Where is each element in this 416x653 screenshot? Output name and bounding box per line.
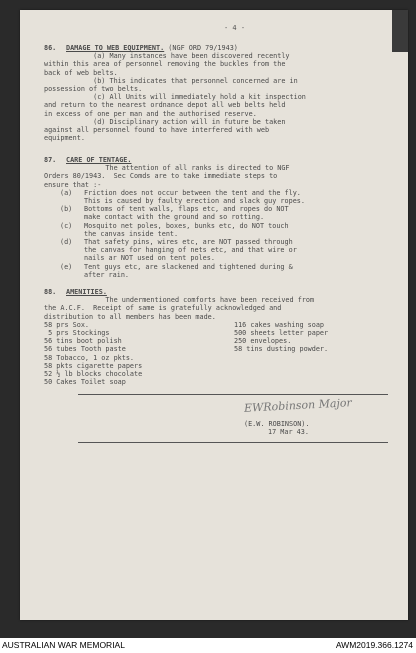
footer-institution: AUSTRALIAN WAR MEMORIAL <box>2 640 125 650</box>
section-title-suffix: (NGF ORD 79/1943) <box>164 44 238 52</box>
section-number: 86. <box>44 44 57 52</box>
text-line: 250 envelopes. <box>234 337 292 346</box>
text-line: 5 prs Stockings <box>44 329 110 338</box>
footer-reference: AWM2019.366.1274 <box>335 640 413 650</box>
list-item-line <box>44 246 404 254</box>
text-line: possession of two belts. <box>44 85 143 94</box>
text-line: within this area of personnel removing the buckles from the <box>44 60 286 69</box>
text-line: against all personnel found to have interfered with web <box>44 126 270 135</box>
text-line: distribution to all members has been made. <box>44 312 216 321</box>
item-letter: (e) <box>60 262 73 271</box>
item-text: Tent guys etc, are slackened and tightened during & <box>84 262 293 271</box>
text-line: (c) All Units will immediately hold a kit inspection <box>44 93 306 102</box>
item-text: make contact with the ground and so rotting. <box>84 213 265 222</box>
text-line: 58 pkts cigarette papers <box>44 361 143 370</box>
section-86 <box>44 44 404 142</box>
text-line: in excess of one per man and the authorised reserve. <box>44 109 257 118</box>
list-item-line <box>44 213 404 221</box>
text-line: 58 tins dusting powder. <box>234 345 329 354</box>
divider-bottom <box>78 442 388 443</box>
text-line: 500 sheets letter paper <box>234 329 329 338</box>
text-line: (d) Disciplinary action will in future be taken <box>44 117 286 126</box>
text-line: Orders 80/1943. Sec Comds are to take immediate steps to <box>44 172 278 181</box>
amenities-left-column <box>44 321 234 387</box>
list-item-line <box>44 222 404 230</box>
text-line: (b) This indicates that personnel concerned are in <box>44 76 298 85</box>
list-item-line <box>44 230 404 238</box>
list-item-line <box>44 205 404 213</box>
item-text: the canvas inside tent. <box>84 229 179 238</box>
item-text: Friction does not occur between the tent and the fly. <box>84 188 301 197</box>
text-line: and return to the nearest ordnance depot all web belts held <box>44 101 286 110</box>
text-line: The attention of all ranks is directed to NGF <box>44 164 290 173</box>
section-title: CARE OF TENTAGE. <box>66 156 132 164</box>
amenities-list <box>44 321 404 387</box>
text-line: 56 tubes Tooth paste <box>44 345 126 354</box>
text-line: 50 Cakes Toilet soap <box>44 378 126 387</box>
item-text: Bottoms of tent walls, flaps etc, and ropes do NOT <box>84 205 289 214</box>
item-text: This is caused by faulty erection and slack guy ropes. <box>84 197 305 206</box>
section-86-body <box>44 52 404 142</box>
section-heading <box>44 156 404 164</box>
item-letter: (b) <box>60 205 73 214</box>
item-text: after rain. <box>84 270 130 279</box>
text-line: back of web belts. <box>44 68 118 77</box>
section-88 <box>44 288 404 386</box>
section-87-items <box>44 189 404 279</box>
signatory-name: (E.W. ROBINSON). <box>244 420 310 428</box>
signature-date: 17 Mar 43. <box>268 428 309 436</box>
item-text: the canvas for hanging of nets etc, and that wire or <box>84 246 297 255</box>
text-line: ensure that :- <box>44 180 102 189</box>
item-text: nails ar NOT used on tent poles. <box>84 254 215 263</box>
divider-top <box>78 394 388 395</box>
text-line: equipment. <box>44 134 85 143</box>
item-text: Mosquito net poles, boxes, bunks etc, do NOT touch <box>84 221 289 230</box>
item-text: That safety pins, wires etc, are NOT passed through <box>84 238 293 247</box>
section-number: 88. <box>44 288 57 296</box>
text-line: 52 ½ lb blocks chocolate <box>44 370 143 379</box>
section-87 <box>44 156 404 279</box>
text-line: 56 tins boot polish <box>44 337 122 346</box>
archive-footer <box>0 638 416 653</box>
page-number: - 4 - <box>224 24 246 32</box>
list-item-line <box>44 271 404 279</box>
list-item-line <box>44 238 404 246</box>
item-letter: (a) <box>60 188 73 197</box>
list-item-line <box>44 197 404 205</box>
section-number: 87. <box>44 156 57 164</box>
text-line: the A.C.F. Receipt of same is gratefully acknowledged and <box>44 304 282 313</box>
section-title: AMENITIES. <box>66 288 107 296</box>
list-item-line <box>44 263 404 271</box>
text-line: 116 cakes washing soap <box>234 320 325 329</box>
handwritten-signature: EWRobinson Major <box>243 396 353 415</box>
section-88-intro <box>44 296 404 321</box>
text-line: (a) Many instances have been discovered recently <box>44 52 290 61</box>
text-line: 58 Tobacco, 1 oz pkts. <box>44 353 135 362</box>
section-heading <box>44 44 404 52</box>
signature-block <box>44 394 404 454</box>
list-item-line <box>44 189 404 197</box>
section-heading <box>44 288 404 296</box>
list-item-line <box>44 254 404 262</box>
section-title: DAMAGE TO WEB EQUIPMENT. <box>66 44 165 52</box>
document-page <box>20 10 408 620</box>
amenities-right-column <box>234 321 404 387</box>
section-87-intro <box>44 164 404 189</box>
text-line: The undermentioned comforts have been received from <box>44 296 315 305</box>
item-letter: (c) <box>60 221 73 230</box>
item-letter: (d) <box>60 238 73 247</box>
text-line: 58 prs Sox. <box>44 320 90 329</box>
